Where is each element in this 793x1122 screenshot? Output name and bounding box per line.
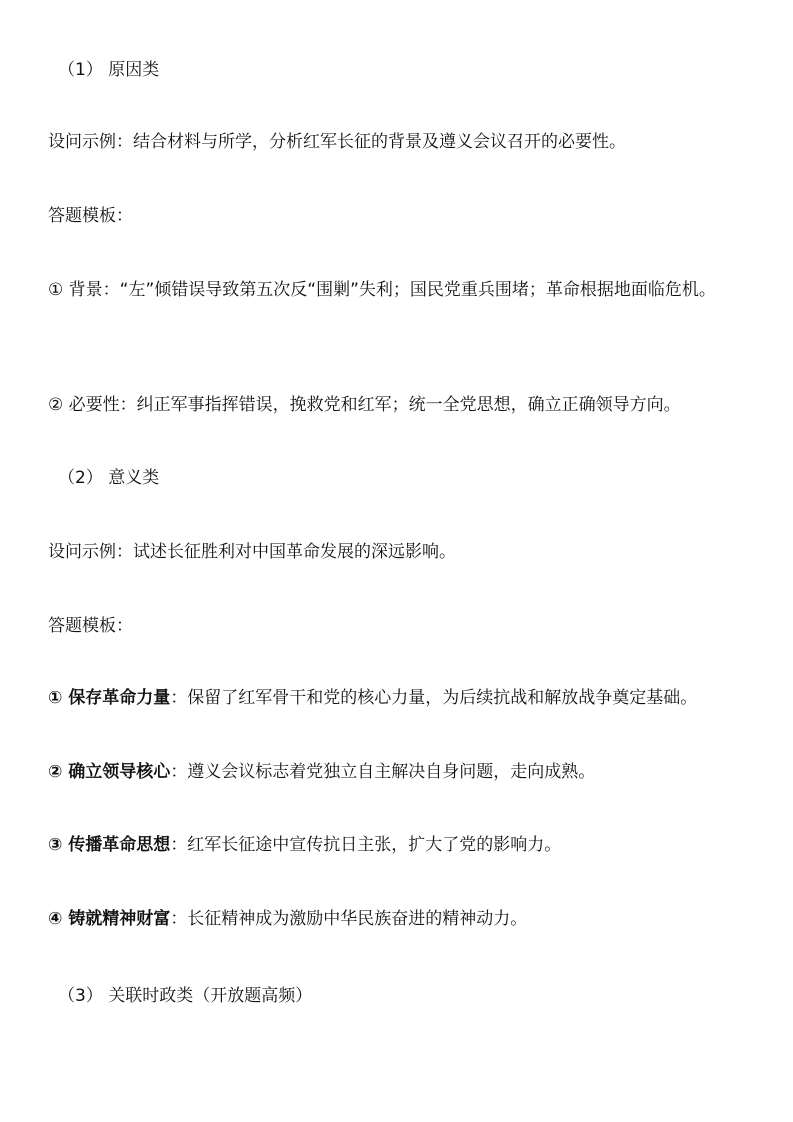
meaning-point-text: ：保留了红军骨干和党的核心力量，为后续抗战和解放战争奠定基础。 — [170, 688, 698, 708]
meaning-point-label: ④ 铸就精神财富 — [48, 909, 171, 929]
meaning-point-text: ：遵义会议标志着党独立自主解决自身问题，走向成熟。 — [170, 762, 596, 782]
meaning-point-text: ：长征精神成为激励中华民族奋进的精神动力。 — [170, 909, 528, 929]
meaning-point — [48, 760, 749, 784]
answer-point-background: ① 背景：“左”倾错误导致第五次反“围剿”失利；国民党重兵围堵；革命根据地面临危机。 — [48, 280, 716, 300]
section-heading-reasons: （1） 原因类 — [58, 60, 160, 80]
answer-point-necessity: ② 必要性：纠正军事指挥错误，挽救党和红军；统一全党思想，确立正确领导方向。 — [48, 395, 681, 415]
meaning-point-label: ② 确立领导核心 — [48, 762, 171, 782]
meaning-point-text: ：红军长征途中宣传抗日主张，扩大了党的影响力。 — [170, 835, 562, 855]
section-heading-significance: （2） 意义类 — [58, 468, 160, 488]
section-heading-current-affairs: （3） 关联时政类（开放题高频） — [58, 986, 313, 1006]
meaning-point — [48, 686, 749, 710]
meaning-point-label: ① 保存革命力量 — [48, 688, 171, 708]
question-example-reasons: 设问示例：结合材料与所学，分析红军长征的背景及遵义会议召开的必要性。 — [48, 132, 626, 152]
meaning-point — [48, 907, 749, 931]
meaning-point-label: ③ 传播革命思想 — [48, 835, 171, 855]
answer-template-label-2: 答题模板： — [48, 616, 133, 636]
meaning-point — [48, 833, 749, 857]
answer-template-label-1: 答题模板： — [48, 206, 133, 226]
question-example-significance: 设问示例：试述长征胜利对中国革命发展的深远影响。 — [48, 542, 456, 562]
